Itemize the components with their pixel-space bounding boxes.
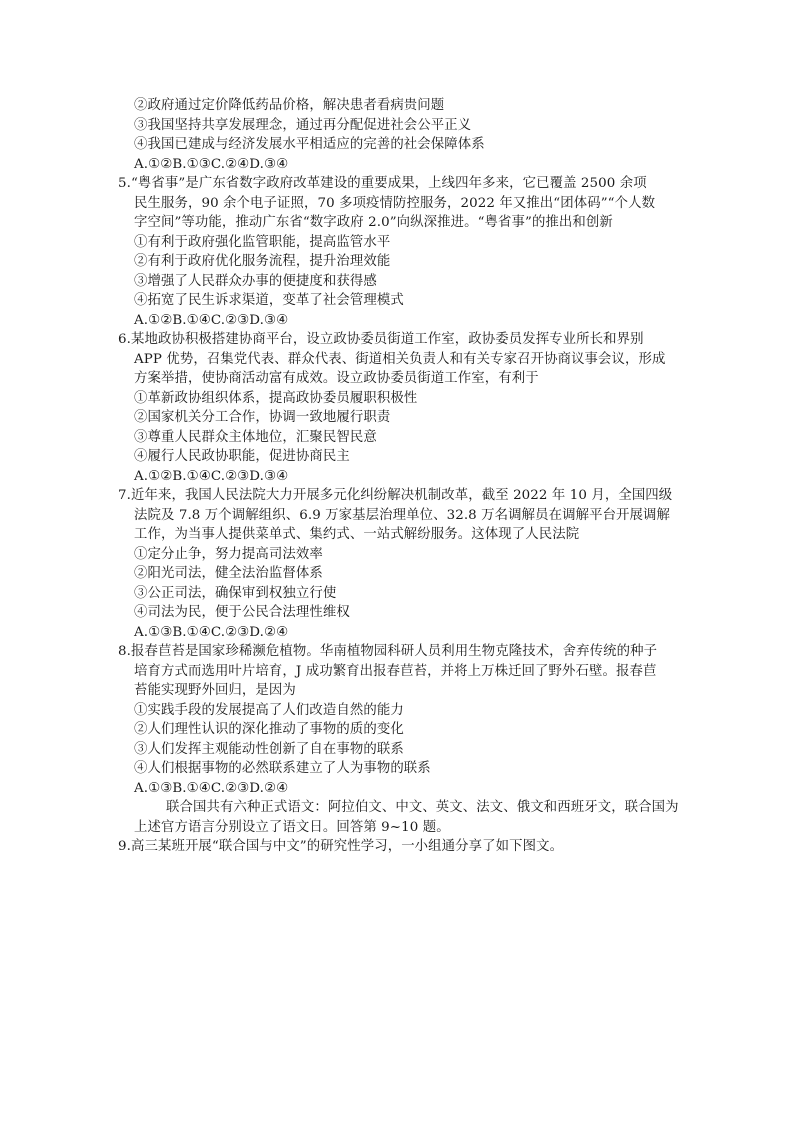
answer-choices: A.①③B.①④C.②③D.②④ xyxy=(134,624,289,640)
option-statement: ④人们根据事物的必然联系建立了人为事物的联系 xyxy=(134,761,431,776)
question-stem-continued: 方案举措，使协商活动富有成效。设立政协委员街道工作室，有利于 xyxy=(134,371,539,386)
option-statement: ③尊重人民群众主体地位，汇聚民智民意 xyxy=(134,429,377,445)
question-stem: 6.某地政协积极搭建协商平台，设立政协委员街道工作室，政协委员发挥专业所长和界别 xyxy=(118,332,644,347)
option-statement: ③人们发挥主观能动性创新了自在事物的联系 xyxy=(134,741,404,757)
option-statement: ①有利于政府强化监管职能，提高监管水平 xyxy=(134,234,391,250)
option-statement: ④我国已建成与经济发展水平相适应的完善的社会保障体系 xyxy=(134,137,485,152)
option-statement: ③增强了人民群众办事的便捷度和获得感 xyxy=(134,273,377,289)
option-statement: ②人们理性认识的深化推动了事物的质的变化 xyxy=(134,722,404,737)
question-stem-continued: 字空间”等功能，推动广东省“数字政府 2.0”向纵深推进。“粤省事”的推出和创新 xyxy=(134,215,613,230)
option-statement: ④拓宽了民生诉求渠道，变革了社会管理模式 xyxy=(134,293,404,308)
option-statement: ①定分止争，努力提高司法效率 xyxy=(134,546,323,562)
answer-choices: A.①②B.①③C.②④D.③④ xyxy=(134,156,289,172)
option-statement: ①实践手段的发展提高了人们改造自然的能力 xyxy=(134,702,404,718)
option-statement: ②国家机关分工合作，协调一致地履行职责 xyxy=(134,410,391,425)
option-statement: ④履行人民政协职能，促进协商民主 xyxy=(134,449,350,464)
question-stem: 8.报春苣苔是国家珍稀濒危植物。华南植物园科研人员利用生物克隆技术，舍弃传统的种子 xyxy=(118,644,658,659)
question-stem-continued: 苔能实现野外回归，是因为 xyxy=(134,683,296,698)
option-statement: ①革新政协组织体系，提高政协委员履职积极性 xyxy=(134,390,418,406)
question-stem: 9.高三某班开展“联合国与中文”的研究性学习，一小组通分享了如下图文。 xyxy=(118,839,564,854)
passage-text: 联合国共有六种正式语文：阿拉伯文、中文、英文、法文、俄文和西班牙文，联合国为 xyxy=(166,800,679,815)
answer-choices: A.①②B.①④C.②③D.③④ xyxy=(134,468,289,484)
option-statement: ④司法为民，便于公民合法理性维权 xyxy=(134,605,350,620)
question-stem-continued: APP 优势，召集党代表、群众代表、街道相关负责人和有关专家召开协商议事会议，形成 xyxy=(134,351,666,367)
question-stem-continued: 民生服务，90 余个电子证照，70 多项疫情防控服务，2022 年又推出“团体码”“个人数 xyxy=(134,195,656,211)
question-stem-continued: 法院及 7.8 万个调解组织、6.9 万家基层治理单位、32.8 万名调解员在调解平台开展调解 xyxy=(134,507,671,523)
answer-choices: A.①③B.①④C.②③D.②④ xyxy=(134,780,289,796)
option-statement: ②有利于政府优化服务流程，提升治理效能 xyxy=(134,254,391,269)
exam-text xyxy=(118,96,698,857)
option-statement: ③我国坚持共享发展理念，通过再分配促进社会公平正义 xyxy=(134,117,472,133)
option-statement: ③公正司法，确保审到权独立行使 xyxy=(134,585,337,601)
passage-text: 上述官方语言分别设立了语文日。回答第 9~10 题。 xyxy=(134,819,450,835)
question-stem: 5.“粤省事”是广东省数字政府改革建设的重要成果，上线四年多来，它已覆盖 2500 余项 xyxy=(118,176,647,191)
answer-choices: A.①②B.①④C.②③D.③④ xyxy=(134,312,289,328)
question-stem-continued: 培育方式而选用叶片培育，J 成功繁育出报春苣苔，并将上万株迁回了野外石壁。报春苣 xyxy=(134,663,657,679)
option-statement: ②政府通过定价降低药品价格，解决患者看病贵问题 xyxy=(134,98,445,113)
option-statement: ②阳光司法，健全法治监督体系 xyxy=(134,566,323,581)
question-stem: 7.近年来，我国人民法院大力开展多元化纠纷解决机制改革，截至 2022 年 10 月，全国四级 xyxy=(118,488,673,503)
question-stem-continued: 工作，为当事人提供菜单式、集约式、一站式解纷服务。这体现了人民法院 xyxy=(134,527,580,542)
